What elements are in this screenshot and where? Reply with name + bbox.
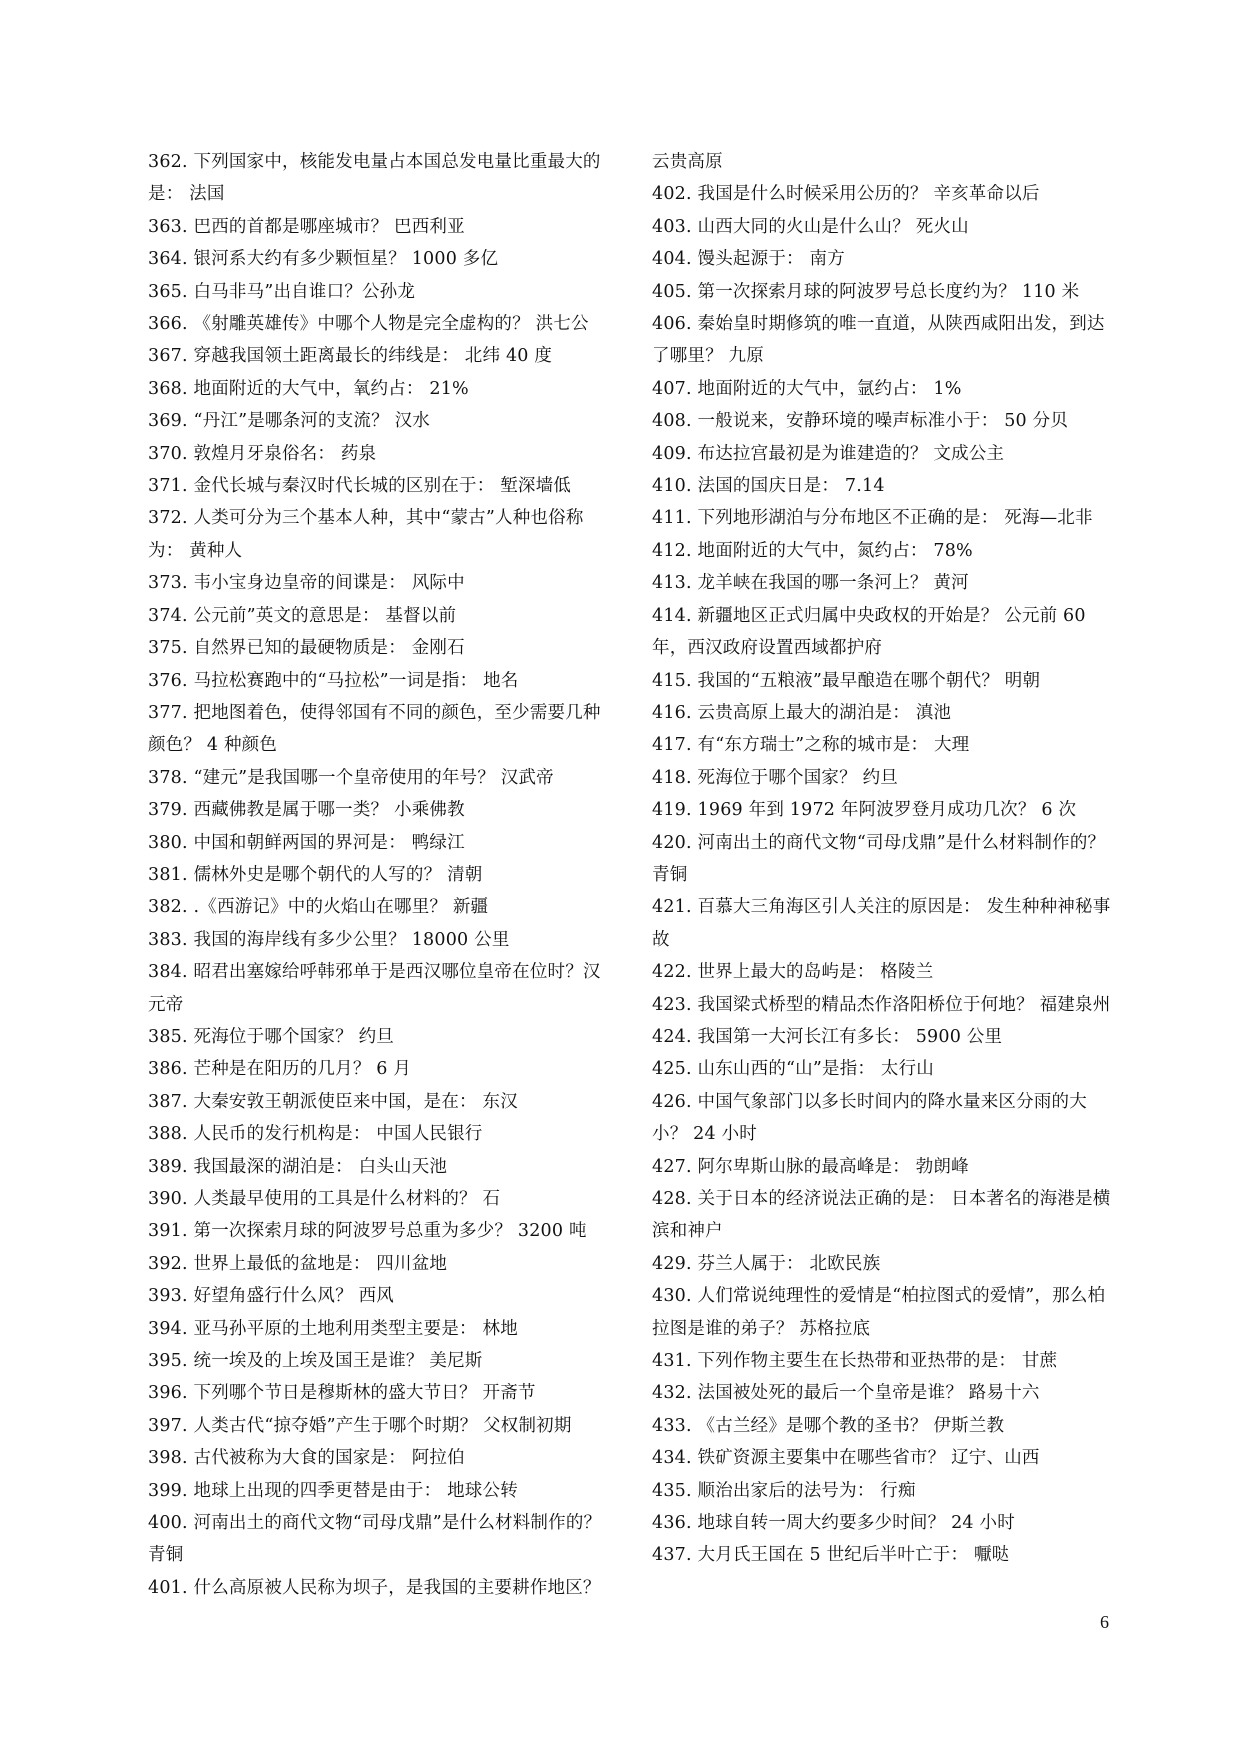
question-item: 429. 芬兰人属于： 北欧民族 (652, 1253, 881, 1274)
question-item: 407. 地面附近的大气中，氩约占： 1% (652, 378, 962, 399)
question-item: 406. 秦始皇时期修筑的唯一直道，从陕西咸阳出发，到达了哪里？ 九原 (652, 314, 1105, 367)
question-item: 400. 河南出土的商代文物“司母戊鼎”是什么材料制作的？ 青铜 (148, 1513, 602, 1566)
question-item: 417. 有“东方瑞士”之称的城市是： 大理 (652, 735, 970, 756)
question-item: 376. 马拉松赛跑中的“马拉松”一词是指： 地名 (148, 670, 519, 691)
question-item: 397. 人类古代“掠夺婚”产生于哪个时期？ 父权制初期 (148, 1415, 572, 1436)
question-item: 374. 公元前”英文的意思是： 基督以前 (148, 605, 457, 626)
question-item: 408. 一般说来，安静环境的噪声标准小于： 50 分贝 (652, 411, 1069, 432)
question-item: 404. 馒头起源于： 南方 (652, 249, 845, 270)
question-item: 395. 统一埃及的上埃及国王是谁？ 美尼斯 (148, 1351, 483, 1372)
question-item: 428. 关于日本的经济说法正确的是： 日本著名的海港是横滨和神户 (652, 1189, 1111, 1242)
question-item: 425. 山东山西的“山”是指： 太行山 (652, 1059, 934, 1080)
question-item: 377. 把地图着色，使得邻国有不同的颜色，至少需要几种颜色？ 4 种颜色 (148, 702, 601, 756)
question-item: 380. 中国和朝鲜两国的界河是： 鸭绿江 (148, 832, 465, 853)
question-item: 394. 亚马孙平原的土地利用类型主要是： 林地 (148, 1318, 518, 1339)
question-item: 382. .《西游记》中的火焰山在哪里？ 新疆 (148, 897, 489, 918)
question-item: 372. 人类可分为三个基本人种，其中“蒙古”人种也俗称为： 黄种人 (148, 508, 584, 561)
question-item: 415. 我国的“五粮液”最早酿造在哪个朝代？ 明朝 (652, 670, 1041, 691)
left-column (148, 146, 618, 1604)
question-item: 384. 昭君出塞嫁给呼韩邪单于是西汉哪位皇帝在位时？汉元帝 (148, 962, 601, 1015)
question-item: 414. 新疆地区正式归属中央政权的开始是？ 公元前 60 年，西汉政府设置西域都护府 (652, 605, 1086, 659)
page-number: 6 (1100, 1612, 1109, 1632)
question-item: 389. 我国最深的湖泊是： 白头山天池 (148, 1156, 448, 1177)
question-item: 422. 世界上最大的岛屿是： 格陵兰 (652, 962, 934, 983)
question-item: 388. 人民币的发行机构是： 中国人民银行 (148, 1124, 483, 1145)
question-item: 383. 我国的海岸线有多少公里？ 18000 公里 (148, 929, 510, 950)
question-item: 424. 我国第一大河长江有多长： 5900 公里 (652, 1026, 1003, 1047)
question-item: 365. 白马非马”出自谁口？公孙龙 (148, 281, 416, 302)
question-item: 405. 第一次探索月球的阿波罗号总长度约为？ 110 米 (652, 281, 1080, 302)
question-item: 432. 法国被处死的最后一个皇帝是谁？ 路易十六 (652, 1383, 1040, 1404)
question-item: 392. 世界上最低的盆地是： 四川盆地 (148, 1253, 448, 1274)
question-item: 368. 地面附近的大气中，氧约占： 21% (148, 378, 469, 399)
question-item: 418. 死海位于哪个国家？ 约旦 (652, 767, 898, 788)
question-item: 434. 铁矿资源主要集中在哪些省市？ 辽宁、山西 (652, 1448, 1040, 1469)
question-item: 416. 云贵高原上最大的湖泊是： 滇池 (652, 702, 952, 723)
question-item: 379. 西藏佛教是属于哪一类？ 小乘佛教 (148, 800, 465, 821)
question-item: 386. 芒种是在阳历的几月？ 6 月 (148, 1059, 412, 1080)
question-item: 378. “建元”是我国哪一个皇帝使用的年号？ 汉武帝 (148, 767, 554, 788)
question-item: 387. 大秦安敦王朝派使臣来中国，是在： 东汉 (148, 1091, 518, 1112)
question-item: 430. 人们常说纯理性的爱情是“柏拉图式的爱情”，那么柏拉图是谁的弟子？ 苏格拉底 (652, 1286, 1106, 1339)
question-item: 381. 儒林外史是哪个朝代的人写的？ 清朝 (148, 864, 483, 885)
question-item: 411. 下列地形湖泊与分布地区不正确的是： 死海—北非 (652, 508, 1093, 529)
question-item: 385. 死海位于哪个国家？ 约旦 (148, 1026, 394, 1047)
question-item: 427. 阿尔卑斯山脉的最高峰是： 勃朗峰 (652, 1156, 969, 1177)
question-item: 367. 穿越我国领土距离最长的纬线是： 北纬 40 度 (148, 346, 553, 367)
question-item: 362. 下列国家中，核能发电量占本国总发电量比重最大的是： 法国 (148, 152, 601, 205)
question-item: 420. 河南出土的商代文物“司母戊鼎”是什么材料制作的？ 青铜 (652, 832, 1106, 885)
question-item: 373. 韦小宝身边皇帝的间谍是： 风际中 (148, 573, 465, 594)
question-item: 391. 第一次探索月球的阿波罗号总重为多少？ 3200 吨 (148, 1221, 587, 1242)
question-item: 413. 龙羊峡在我国的哪一条河上？ 黄河 (652, 573, 969, 594)
question-item: 437. 大月氏王国在 5 世纪后半叶亡于： 嚈哒 (652, 1545, 1010, 1566)
question-item: 426. 中国气象部门以多长时间内的降水量来区分雨的大小？ 24 小时 (652, 1091, 1087, 1145)
question-item: 431. 下列作物主要生在长热带和亚热带的是： 甘蔗 (652, 1351, 1058, 1372)
question-item: 403. 山西大同的火山是什么山？ 死火山 (652, 216, 969, 237)
question-item: 412. 地面附近的大气中，氮约占： 78% (652, 540, 973, 561)
question-item: 云贵高原 (652, 152, 723, 172)
question-item: 393. 好望角盛行什么风？ 西风 (148, 1286, 394, 1307)
right-column (652, 146, 1122, 1572)
question-item: 419. 1969 年到 1972 年阿波罗登月成功几次？ 6 次 (652, 800, 1077, 821)
question-item: 433. 《古兰经》是哪个教的圣书？ 伊斯兰教 (652, 1415, 1005, 1436)
question-item: 370. 敦煌月牙泉俗名： 药泉 (148, 443, 377, 464)
question-item: 410. 法国的国庆日是： 7.14 (652, 476, 885, 497)
question-item: 399. 地球上出现的四季更替是由于： 地球公转 (148, 1480, 518, 1501)
question-item: 409. 布达拉宫最初是为谁建造的？ 文成公主 (652, 443, 1005, 464)
question-item: 423. 我国梁式桥型的精品杰作洛阳桥位于何地？ 福建泉州 (652, 994, 1111, 1015)
question-item: 390. 人类最早使用的工具是什么材料的？ 石 (148, 1189, 501, 1209)
question-item: 369. “丹江”是哪条河的支流？ 汉水 (148, 411, 430, 432)
question-item: 371. 金代长城与秦汉时代长城的区别在于： 堑深墙低 (148, 476, 571, 497)
question-item: 375. 自然界已知的最硬物质是： 金刚石 (148, 638, 465, 659)
question-item: 421. 百慕大三角海区引人关注的原因是： 发生种种神秘事故 (652, 897, 1111, 950)
question-item: 366. 《射雕英雄传》中哪个人物是完全虚构的？ 洪七公 (148, 314, 589, 335)
question-item: 436. 地球自转一周大约要多少时间？ 24 小时 (652, 1513, 1015, 1534)
question-item: 435. 顺治出家后的法号为： 行痴 (652, 1480, 916, 1501)
question-item: 398. 古代被称为大食的国家是： 阿拉伯 (148, 1448, 465, 1469)
question-item: 402. 我国是什么时候采用公历的？ 辛亥革命以后 (652, 184, 1040, 205)
question-item: 396. 下列哪个节日是穆斯林的盛大节日？ 开斋节 (148, 1383, 536, 1404)
question-item: 401. 什么高原被人民称为坝子，是我国的主要耕作地区？ (148, 1577, 601, 1598)
question-item: 364. 银河系大约有多少颗恒星？ 1000 多亿 (148, 249, 499, 270)
question-item: 363. 巴西的首都是哪座城市？ 巴西利亚 (148, 216, 465, 237)
